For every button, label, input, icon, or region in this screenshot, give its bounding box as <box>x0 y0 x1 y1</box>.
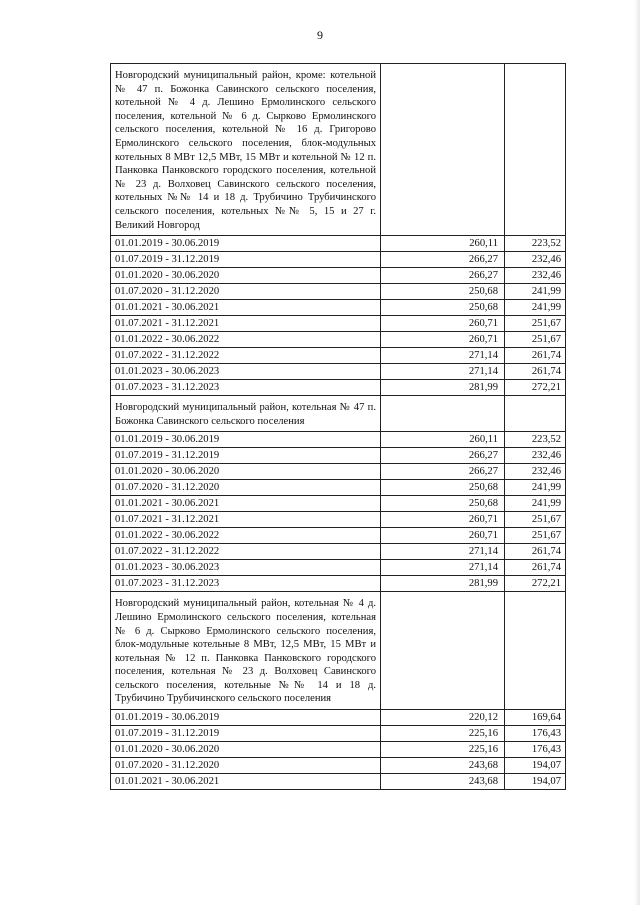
period-cell: 01.01.2022 - 30.06.2022 <box>111 528 381 544</box>
table-row <box>111 300 566 316</box>
table-row <box>111 448 566 464</box>
section-description: Новгородский муниципальный район, кроме: котельной № 47 п. Божонка Савинского сельского поселения, котельной № 4 д. Лешино Ермолинского сельского поселения, котельной № 6 д. Сырково Ермолинского сельского поселения, котельной № 16 д. Григорово Ермолинского сельского поселения, блок-модульных котельных 8 МВт 12,5 МВт, 15 МВт и котельной № 12 п. Панковка Панковского городского поселения, котельной № 23 д. Волховец Савинского сельского поселения, котельных №№ 14 и 18 д. Трубичино Трубичинского сельского поселения, котельных №№ 5, 15 и 27 г. Великий Новгород <box>111 64 381 236</box>
value-cell-2: 232,46 <box>505 268 566 284</box>
table-row <box>111 742 566 758</box>
value-cell-2: 261,74 <box>505 560 566 576</box>
scan-edge-shadow <box>634 0 640 905</box>
value-cell-2: 241,99 <box>505 300 566 316</box>
period-cell: 01.01.2019 - 30.06.2019 <box>111 710 381 726</box>
empty-cell <box>505 396 566 432</box>
empty-cell <box>505 64 566 236</box>
table-row <box>111 284 566 300</box>
table-row <box>111 576 566 592</box>
section-header-row <box>111 592 566 710</box>
table-row <box>111 544 566 560</box>
value-cell-1: 271,14 <box>381 560 505 576</box>
value-cell-2: 251,67 <box>505 332 566 348</box>
tariff-table-body <box>111 64 566 790</box>
period-cell: 01.01.2021 - 30.06.2021 <box>111 496 381 512</box>
value-cell-2: 251,67 <box>505 316 566 332</box>
value-cell-1: 260,11 <box>381 236 505 252</box>
value-cell-2: 241,99 <box>505 480 566 496</box>
period-cell: 01.07.2019 - 31.12.2019 <box>111 726 381 742</box>
value-cell-2: 232,46 <box>505 252 566 268</box>
value-cell-1: 281,99 <box>381 380 505 396</box>
value-cell-2: 223,52 <box>505 236 566 252</box>
value-cell-1: 266,27 <box>381 448 505 464</box>
tariff-table <box>110 63 566 790</box>
value-cell-2: 251,67 <box>505 512 566 528</box>
value-cell-2: 176,43 <box>505 726 566 742</box>
value-cell-1: 260,71 <box>381 512 505 528</box>
section-header-row <box>111 396 566 432</box>
empty-cell <box>381 396 505 432</box>
table-row <box>111 710 566 726</box>
period-cell: 01.01.2019 - 30.06.2019 <box>111 432 381 448</box>
value-cell-1: 225,16 <box>381 742 505 758</box>
value-cell-1: 271,14 <box>381 364 505 380</box>
value-cell-2: 176,43 <box>505 742 566 758</box>
value-cell-2: 261,74 <box>505 364 566 380</box>
value-cell-2: 194,07 <box>505 774 566 790</box>
value-cell-1: 266,27 <box>381 464 505 480</box>
value-cell-1: 266,27 <box>381 268 505 284</box>
section-description: Новгородский муниципальный район, котельная № 4 д. Лешино Ермолинского сельского поселения, котельная № 6 д. Сырково Ермолинского сельского поселения, блок-модульные котельные 8 МВт, 12,5 МВт, 15 МВт и котельная № 12 п. Панковка Панковского городского поселения, котельная № 23 д. Волховец Савинского сельского поселения, котельные №№ 14 и 18 д. Трубичино Трубичинского сельского поселения <box>111 592 381 710</box>
table-row <box>111 252 566 268</box>
table-row <box>111 332 566 348</box>
value-cell-2: 241,99 <box>505 496 566 512</box>
table-row <box>111 726 566 742</box>
period-cell: 01.07.2019 - 31.12.2019 <box>111 252 381 268</box>
period-cell: 01.01.2021 - 30.06.2021 <box>111 774 381 790</box>
value-cell-2: 272,21 <box>505 576 566 592</box>
period-cell: 01.01.2023 - 30.06.2023 <box>111 364 381 380</box>
value-cell-2: 194,07 <box>505 758 566 774</box>
period-cell: 01.07.2020 - 31.12.2020 <box>111 480 381 496</box>
value-cell-1: 220,12 <box>381 710 505 726</box>
table-row <box>111 316 566 332</box>
table-row <box>111 364 566 380</box>
period-cell: 01.01.2022 - 30.06.2022 <box>111 332 381 348</box>
table-row <box>111 236 566 252</box>
value-cell-1: 250,68 <box>381 284 505 300</box>
period-cell: 01.07.2021 - 31.12.2021 <box>111 316 381 332</box>
value-cell-2: 232,46 <box>505 448 566 464</box>
value-cell-1: 250,68 <box>381 300 505 316</box>
period-cell: 01.01.2019 - 30.06.2019 <box>111 236 381 252</box>
value-cell-1: 260,71 <box>381 316 505 332</box>
table-row <box>111 496 566 512</box>
table-row <box>111 268 566 284</box>
value-cell-1: 260,11 <box>381 432 505 448</box>
period-cell: 01.07.2021 - 31.12.2021 <box>111 512 381 528</box>
period-cell: 01.07.2023 - 31.12.2023 <box>111 576 381 592</box>
table-row <box>111 380 566 396</box>
value-cell-1: 271,14 <box>381 544 505 560</box>
table-row <box>111 464 566 480</box>
table-row <box>111 560 566 576</box>
value-cell-1: 260,71 <box>381 528 505 544</box>
empty-cell <box>381 64 505 236</box>
value-cell-1: 271,14 <box>381 348 505 364</box>
period-cell: 01.01.2021 - 30.06.2021 <box>111 300 381 316</box>
period-cell: 01.01.2020 - 30.06.2020 <box>111 464 381 480</box>
table-row <box>111 512 566 528</box>
page-number: 9 <box>317 28 323 42</box>
period-cell: 01.01.2023 - 30.06.2023 <box>111 560 381 576</box>
value-cell-2: 232,46 <box>505 464 566 480</box>
period-cell: 01.07.2020 - 31.12.2020 <box>111 758 381 774</box>
empty-cell <box>505 592 566 710</box>
empty-cell <box>381 592 505 710</box>
value-cell-2: 241,99 <box>505 284 566 300</box>
value-cell-1: 243,68 <box>381 774 505 790</box>
value-cell-2: 169,64 <box>505 710 566 726</box>
value-cell-1: 243,68 <box>381 758 505 774</box>
period-cell: 01.07.2022 - 31.12.2022 <box>111 348 381 364</box>
value-cell-2: 251,67 <box>505 528 566 544</box>
value-cell-2: 261,74 <box>505 348 566 364</box>
value-cell-1: 225,16 <box>381 726 505 742</box>
period-cell: 01.07.2022 - 31.12.2022 <box>111 544 381 560</box>
table-row <box>111 774 566 790</box>
table-row <box>111 432 566 448</box>
section-header-row <box>111 64 566 236</box>
period-cell: 01.07.2023 - 31.12.2023 <box>111 380 381 396</box>
value-cell-1: 266,27 <box>381 252 505 268</box>
table-row <box>111 348 566 364</box>
table-row <box>111 528 566 544</box>
value-cell-2: 223,52 <box>505 432 566 448</box>
section-description: Новгородский муниципальный район, котельная № 47 п. Божонка Савинского сельского поселения <box>111 396 381 432</box>
period-cell: 01.01.2020 - 30.06.2020 <box>111 742 381 758</box>
period-cell: 01.01.2020 - 30.06.2020 <box>111 268 381 284</box>
value-cell-1: 260,71 <box>381 332 505 348</box>
period-cell: 01.07.2019 - 31.12.2019 <box>111 448 381 464</box>
table-row <box>111 758 566 774</box>
value-cell-2: 261,74 <box>505 544 566 560</box>
period-cell: 01.07.2020 - 31.12.2020 <box>111 284 381 300</box>
value-cell-1: 250,68 <box>381 480 505 496</box>
table-row <box>111 480 566 496</box>
value-cell-2: 272,21 <box>505 380 566 396</box>
value-cell-1: 250,68 <box>381 496 505 512</box>
value-cell-1: 281,99 <box>381 576 505 592</box>
